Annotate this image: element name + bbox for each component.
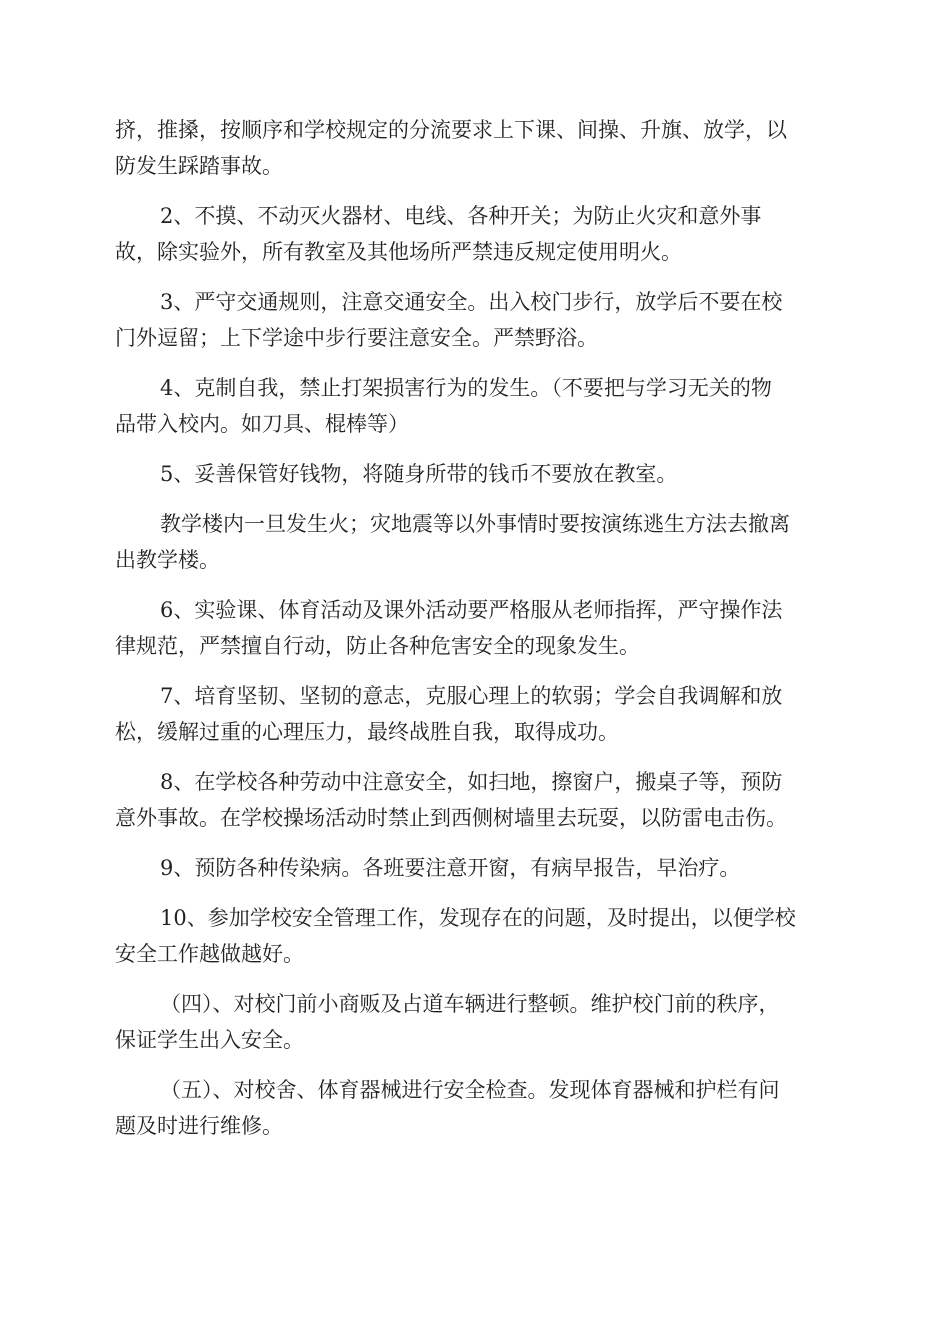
paragraph-line: 题及时进行维修。 bbox=[115, 1114, 283, 1138]
paragraph-line: （五）、对校舍、体育器械进行安全检查。发现体育器械和护栏有问 bbox=[160, 1078, 780, 1102]
paragraph-line: 律规范，严禁擅自行动，防止各种危害安全的现象发生。 bbox=[115, 634, 640, 658]
paragraph bbox=[115, 456, 835, 492]
paragraph bbox=[115, 370, 835, 442]
paragraph-line: 5、妥善保管好钱物，将随身所带的钱币不要放在教室。 bbox=[160, 462, 678, 486]
paragraph bbox=[115, 850, 835, 886]
paragraph bbox=[115, 986, 835, 1058]
paragraph-line: 品带入校内。如刀具、棍棒等） bbox=[115, 412, 409, 436]
paragraph-line: 出教学楼。 bbox=[115, 548, 220, 572]
paragraph-line: 门外逗留；上下学途中步行要注意安全。严禁野浴。 bbox=[115, 326, 598, 350]
paragraph bbox=[115, 112, 835, 184]
paragraph bbox=[115, 506, 835, 578]
document-page bbox=[115, 112, 835, 1158]
paragraph bbox=[115, 198, 835, 270]
paragraph-line: 挤，推搡，按顺序和学校规定的分流要求上下课、间操、升旗、放学，以 bbox=[115, 118, 787, 142]
paragraph-line: 安全工作越做越好。 bbox=[115, 942, 304, 966]
paragraph bbox=[115, 284, 835, 356]
paragraph-line: 故，除实验外，所有教室及其他场所严禁违反规定使用明火。 bbox=[115, 240, 682, 264]
paragraph-line: 7、培育坚韧、坚韧的意志，克服心理上的软弱；学会自我调解和放 bbox=[160, 684, 783, 708]
paragraph-line: 2、不摸、不动灭火器材、电线、各种开关；为防止火灾和意外事 bbox=[160, 204, 762, 228]
paragraph-line: 教学楼内一旦发生火；灾地震等以外事情时要按演练逃生方法去撤离 bbox=[160, 512, 790, 536]
paragraph-line: 10、参加学校安全管理工作，发现存在的问题，及时提出，以便学校 bbox=[160, 906, 796, 930]
paragraph-line: 意外事故。在学校操场活动时禁止到西侧树墙里去玩耍，以防雷电击伤。 bbox=[115, 806, 787, 830]
paragraph-line: 防发生踩踏事故。 bbox=[115, 154, 283, 178]
paragraph bbox=[115, 678, 835, 750]
paragraph-line: 3、严守交通规则，注意交通安全。出入校门步行，放学后不要在校 bbox=[160, 290, 783, 314]
paragraph bbox=[115, 764, 835, 836]
paragraph-line: 4、克制自我，禁止打架损害行为的发生。（不要把与学习无关的物 bbox=[160, 376, 772, 400]
paragraph-line: 8、在学校各种劳动中注意安全，如扫地，擦窗户，搬桌子等，预防 bbox=[160, 770, 783, 794]
paragraph-line: 9、预防各种传染病。各班要注意开窗，有病早报告，早治疗。 bbox=[160, 856, 741, 880]
paragraph-line: （四）、对校门前小商贩及占道车辆进行整顿。维护校门前的秩序， bbox=[160, 992, 780, 1016]
paragraph bbox=[115, 592, 835, 664]
paragraph-line: 保证学生出入安全。 bbox=[115, 1028, 304, 1052]
paragraph-line: 6、实验课、体育活动及课外活动要严格服从老师指挥，严守操作法 bbox=[160, 598, 783, 622]
paragraph-line: 松，缓解过重的心理压力，最终战胜自我，取得成功。 bbox=[115, 720, 619, 744]
paragraph bbox=[115, 1072, 835, 1144]
paragraph bbox=[115, 900, 835, 972]
